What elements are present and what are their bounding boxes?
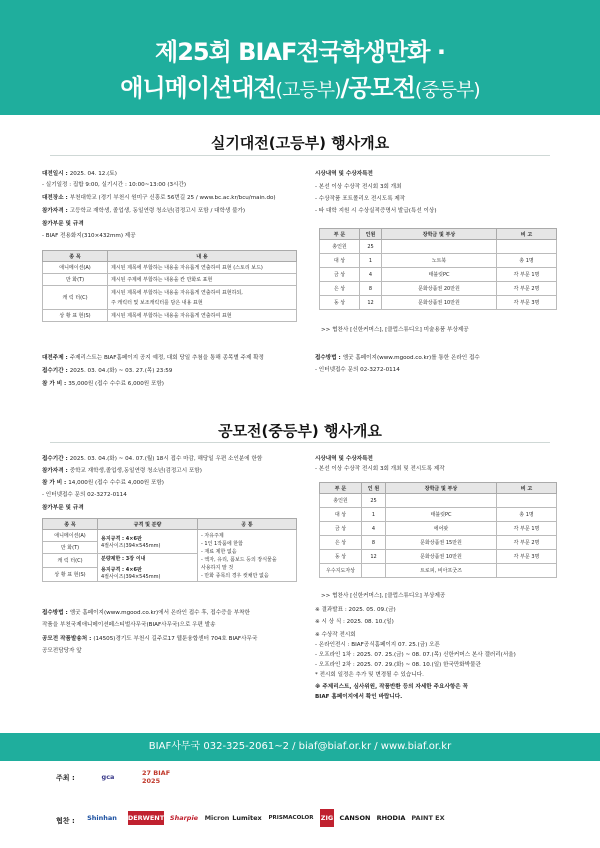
award-cell: 각 부문 1명 — [497, 522, 557, 536]
table-header: 인 원 — [362, 483, 386, 494]
award-cell: 은 상 — [320, 536, 362, 550]
table-row — [320, 282, 557, 296]
title-part-b: (고등부) — [275, 79, 341, 101]
award-cell: 은 상 — [320, 282, 360, 296]
info-line: 접수기간 : 2025. 03. 04.(화) ~ 03. 27.(목) 23:59 — [42, 368, 173, 374]
award-cell: 1 — [360, 254, 382, 268]
category-cell: 캐 릭 터(C) — [43, 286, 108, 310]
table-row — [320, 268, 557, 282]
table-row — [43, 262, 297, 274]
table-row — [43, 310, 297, 322]
table-header: 내 용 — [108, 251, 297, 262]
description-cell: 제시된 제목에 부합하는 내용을 자유롭게 연출하여 표현 — [108, 310, 297, 322]
info-line: 참가자격 : 중학교 재학생,졸업생,동일연령 청소년(검정고시 포함) — [42, 468, 202, 474]
note-line: * 전시회 일정은 추가 및 변경될 수 있습니다. — [315, 672, 424, 678]
zig-logo: ZIG — [320, 809, 334, 827]
biaf-logo: 27 BIAF 2025 — [142, 769, 171, 785]
note-line: BIAF 홈페이지에서 확인 바랍니다. — [315, 694, 403, 700]
table-row — [320, 254, 557, 268]
micron-logo: Micron — [204, 814, 230, 822]
table-header: 장학금 및 부상 — [386, 483, 497, 494]
info-line: 대전일시 : 2025. 04. 12.(토) — [42, 171, 117, 177]
section1-award-table — [319, 228, 557, 310]
category-cell: 캐 릭 터(C) — [43, 554, 98, 568]
table-header: 인원 — [360, 229, 382, 240]
award-cell: 8 — [362, 536, 386, 550]
award-cell: 25 — [360, 240, 382, 254]
benefit-line: - 본선 이상 수상작 전시회 3회 개최 — [315, 184, 402, 190]
info-line: 작품을 부천국제애니메이션페스티벌사무국(BIAF사무국)으로 우편 발송 — [42, 622, 216, 628]
info-line: 접수기간 : 2025. 03. 04.(화) ~ 04. 07.(월) 18시 접수 마감, 해당일 우편 소인분에 한함 — [42, 456, 263, 462]
award-cell: 1 — [362, 508, 386, 522]
info-line: 공모전 작품발송처 : (14505)경기도 부천시 길주로17 웹툰융합센터 704호 BIAF사무국 — [42, 636, 258, 642]
info-line: 참가자격 : 고등학교 재학생, 졸업생, 동일연령 청소년(검정고시 포함 / 대학생 불가) — [42, 208, 246, 214]
common-cell: - 자유주제 - 1인 1작품에 한함 - 재료 제한 없음 - 액자, 유리, 폼보드 등의 장식물을 사용하지 말 것 - 만화 종목의 경우 컷채만 없음 — [198, 530, 297, 582]
section2-awards-title: 시상내역 및 수상자특전 — [315, 456, 373, 462]
table-row — [320, 522, 557, 536]
category-cell: 만 화(T) — [43, 542, 98, 554]
award-cell: 동 상 — [320, 296, 360, 310]
award-cell — [497, 240, 557, 254]
award-cell — [362, 564, 386, 578]
info-line: 접수방법 : 엠굿 홈페이지(www.mgood.co.kr)를 통한 온라인 접수 — [315, 355, 480, 361]
award-cell: 총 1명 — [497, 508, 557, 522]
note-line: - 온라인전시 : BIAF공식홈페이지 07. 25.(금) 오픈 — [315, 642, 440, 648]
note-line: - 오프라인 1차 : 2025. 07. 25.(금) ~ 08. 07.(목) 신한커머스 본사 갤러리(서울) — [315, 652, 516, 658]
award-cell: 각 부문 2명 — [497, 282, 557, 296]
award-cell: 대 상 — [320, 254, 360, 268]
award-cell: 태블릿PC — [382, 268, 497, 282]
table-header: 부 문 — [320, 483, 362, 494]
section-highschool — [35, 115, 565, 400]
info-line: - 인터넷접수 문의 02-3272-0114 — [315, 367, 400, 373]
table-row — [320, 536, 557, 550]
prismacolor-logo: PRISMACOLOR — [268, 815, 314, 821]
header-banner — [0, 0, 600, 115]
award-cell: 각 부문 2명 — [497, 536, 557, 550]
benefit-line: - 수상작품 포트폴리오 전시도록 제작 — [315, 196, 406, 202]
benefit-line: - 타 대학 지원 시 수상실적증명서 발급(특선 이상) — [315, 208, 437, 214]
description-cell: 제시된 제목에 부합하는 내용을 자유롭게 연출하여 표현하되, 주 캐릭터 및 보조캐릭터를 담은 내용 표현 — [108, 286, 297, 310]
table-row — [43, 274, 297, 286]
category-cell: 애니메이션(A) — [43, 262, 108, 274]
info-line: - BIAF 전용화지(310×432mm) 제공 — [42, 233, 136, 239]
section2-title: 공모전(중등부) 행사개요 — [218, 422, 382, 440]
award-cell: 25 — [362, 494, 386, 508]
award-cell: 문화상품권 10만원 — [386, 550, 497, 564]
section-middleschool — [35, 410, 565, 725]
award-cell: 금 상 — [320, 522, 362, 536]
spec-cell: 분량제한 : 3장 이내 용지규격 : 4×6판 4절사이즈(394×545mm) — [98, 554, 198, 582]
section1-awards-title: 시상내역 및 수상자특전 — [315, 171, 373, 177]
paint-ex-logo: PAINT EX — [411, 814, 445, 822]
table-row — [320, 508, 557, 522]
category-cell: 상 황 표 현(S) — [43, 310, 108, 322]
award-cell: 12 — [362, 550, 386, 564]
award-cell: 태블릿PC — [386, 508, 497, 522]
info-line: - 실기일정 : 집합 9:00, 실기시간 : 10:00~13:00 (3시간) — [42, 182, 187, 188]
note-line: ※ 시 상 식 : 2025. 08. 10.(일) — [315, 619, 394, 625]
info-line: 참 가 비 : 14,000원 (접수 수수료 4,000원 포함) — [42, 480, 164, 486]
description-cell: 제시된 주제에 부합하는 내용을 칸 만화로 표현 — [108, 274, 297, 286]
section2-divider — [50, 442, 550, 443]
award-cell: 8 — [360, 282, 382, 296]
info-line: 공모전담당자 앞 — [42, 648, 82, 654]
section1-title: 실기대전(고등부) 행사개요 — [210, 134, 390, 152]
info-line: 참 가 비 : 35,000원 (접수 수수료 6,000원 포함) — [42, 381, 164, 387]
description-cell: 제시된 제목에 부합하는 내용을 자유롭게 연출하여 표현 (스토리 보드) — [108, 262, 297, 274]
table-header: 비 고 — [497, 229, 557, 240]
info-line: 참가부문 및 규격 — [42, 221, 84, 227]
award-cell: 대 상 — [320, 508, 362, 522]
section1-category-table — [42, 250, 297, 322]
section2-award-table — [319, 482, 557, 578]
note-line: ※ 결과발표 : 2025. 05. 09.(금) — [315, 607, 396, 613]
award-cell: 총인원 — [320, 494, 362, 508]
contact-bar: BIAF사무국 032-325-2061~2 / biaf@biaf.or.kr / www.biaf.or.kr — [0, 733, 600, 761]
award-cell: 문화상품권 20만원 — [382, 282, 497, 296]
info-line: 대전장소 : 부천대학교 (경기 부천시 원미구 신흥로 56번길 25 / www.bc.ac.kr/bcu/main.do) — [42, 195, 276, 201]
award-cell — [382, 240, 497, 254]
main-title-line1: 제25회 BIAF전국학생만화 · — [155, 38, 445, 66]
table-row — [320, 564, 557, 578]
note-line: ※ 주제리스트, 심사위원, 작품반환 등의 자세한 주요사항은 꼭 — [315, 684, 469, 690]
logo-area — [0, 761, 600, 848]
award-cell — [497, 494, 557, 508]
table-header: 규격 및 분량 — [98, 519, 198, 530]
gca-logo: gca — [101, 773, 115, 781]
award-cell: 12 — [360, 296, 382, 310]
award-cell: 4 — [360, 268, 382, 282]
table-row — [320, 494, 557, 508]
section2-category-table — [42, 518, 297, 582]
category-cell: 만 화(T) — [43, 274, 108, 286]
section2-award-benefit: - 본선 이상 수상작 전시회 3회 개최 및 전시도록 제작 — [315, 466, 445, 472]
sponsor-label: 협찬 : — [56, 817, 75, 825]
table-row — [320, 550, 557, 564]
host-label: 주최 : — [56, 774, 75, 782]
award-cell: 금 상 — [320, 268, 360, 282]
table-header: 장학금 및 부상 — [382, 229, 497, 240]
award-cell: 각 부문 3명 — [497, 296, 557, 310]
main-title-line2 — [0, 68, 600, 103]
award-cell: 에어팟 — [386, 522, 497, 536]
table-header: 공 통 — [198, 519, 297, 530]
award-cell: 우수지도자상 — [320, 564, 362, 578]
category-cell: 상 황 표 현(S) — [43, 568, 98, 582]
note-line: - 오프라인 2차 : 2025. 07. 29.(화) ~ 08. 10.(일) 한국만화박물관 — [315, 662, 481, 668]
award-cell — [386, 494, 497, 508]
award-cell: 각 부문 3명 — [497, 550, 557, 564]
award-cell: 총 1명 — [497, 254, 557, 268]
award-cell: 각 부문 1명 — [497, 268, 557, 282]
info-line: 참가부문 및 규격 — [42, 505, 84, 511]
shinhan-logo: Shinhan — [87, 814, 117, 822]
table-row — [320, 296, 557, 310]
spec-cell: 용지규격 : 4×6판 4절사이즈(394×545mm) — [98, 530, 198, 554]
canson-logo: CANSON — [339, 814, 371, 822]
award-cell: 문화상품권 10만원 — [382, 296, 497, 310]
note-line: ※ 수상작 전시회 — [315, 632, 356, 638]
award-cell: 동 상 — [320, 550, 362, 564]
derwent-logo: DERWENT — [128, 811, 164, 825]
table-row — [320, 240, 557, 254]
lumitex-logo: Lumitex — [232, 814, 262, 822]
table-row — [43, 286, 297, 310]
section1-sponsor-note: >> 협찬사 [신한커머스], [클럽스튜디오] 미술용품 부상제공 — [321, 327, 469, 333]
table-header: 종 목 — [43, 519, 98, 530]
sharpie-logo: Sharpie — [169, 814, 199, 822]
award-cell: 문화상품권 15만원 — [386, 536, 497, 550]
award-cell: 트로피, 비아프굿즈 — [386, 564, 497, 578]
section2-sponsor-note: >> 협찬사 [신한커머스], [클럽스튜디오] 부상제공 — [321, 593, 446, 599]
award-cell: 노트북 — [382, 254, 497, 268]
info-line: 접수방법 : 엠굿 홈페이지(www.mgood.co.kr)에서 온라인 접수 후, 접수증을 부착한 — [42, 610, 250, 616]
category-cell: 애니메이션(A) — [43, 530, 98, 542]
award-cell: 총인원 — [320, 240, 360, 254]
title-part-d: (중등부) — [414, 79, 480, 101]
award-cell: 4 — [362, 522, 386, 536]
title-part-c: /공모전 — [340, 74, 415, 102]
award-cell — [497, 564, 557, 578]
section1-divider — [50, 155, 550, 156]
title-part-a: 애니메이션대전 — [120, 74, 276, 102]
table-header: 종 목 — [43, 251, 108, 262]
info-line: - 인터넷접수 문의 02-3272-0114 — [42, 492, 127, 498]
rhodia-logo: RHODIA — [376, 814, 406, 822]
table-header: 부 문 — [320, 229, 360, 240]
info-line: 대전주제 : 주제리스트는 BIAF홈페이지 공지 예정, 대회 당일 추첨을 통해 종목별 주제 확정 — [42, 355, 264, 361]
table-header: 비 고 — [497, 483, 557, 494]
